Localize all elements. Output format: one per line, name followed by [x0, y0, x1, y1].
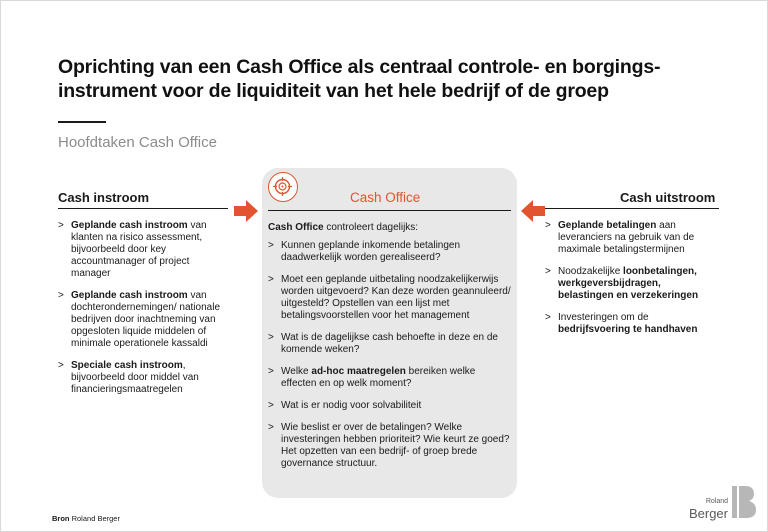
list-item: > Moet een geplande uitbetaling noodzakelijkerwijs worden uitgevoerd? Kan deze worden geannuleerd/ uitgesteld? Opstellen van een lijst met betalingsvoorstellen voor het management: [268, 274, 511, 321]
list-item: > Wie beslist er over de betalingen? Welke investeringen hebben prioriteit? Wie keurt ze goed? Het opzetten van een bedrijf- of groep brede governance structuur.: [268, 422, 510, 469]
right-heading-rule: [545, 208, 719, 209]
list-item: > Speciale cash instroom, bijvoorbeeld door middel van financieringsmaatregelen: [58, 360, 199, 395]
slide-title: Oprichting van een Cash Office als centraal controle- en borgings-instrument voor de liquiditeit van het hele bedrijf of de groep: [58, 56, 661, 102]
inflow-arrow-icon: [234, 200, 258, 222]
cash-uitstroom-list: [545, 220, 719, 346]
cash-uitstroom-heading: Cash uitstroom: [620, 190, 716, 205]
source-note: Bron Roland Berger: [52, 514, 120, 523]
cash-instroom-list: [58, 220, 228, 406]
center-heading-rule: [268, 210, 511, 211]
list-item: > Geplande cash instroom van dochterondernemingen/ nationale bedrijven door inachtneming van opgesloten liquide middelen of minimale operationele kassaldi: [58, 290, 220, 349]
list-item: > Noodzakelijke loonbetalingen, werkgeversbijdragen, belastingen en verzekeringen: [545, 266, 699, 301]
roland-berger-logo: Roland Berger: [688, 498, 728, 521]
list-item: > Wat is er nodig voor solvabiliteit: [268, 400, 422, 411]
list-item: > Geplande cash instroom van klanten na risico assessment, bijvoorbeeld door key accountmanager of project manager: [58, 220, 207, 279]
cash-office-target-icon: [268, 172, 298, 202]
title-underline: [58, 121, 106, 123]
cash-office-heading: Cash Office: [350, 190, 421, 205]
list-item: > Kunnen geplande inkomende betalingen daadwerkelijk worden gerealiseerd?: [268, 240, 461, 263]
outflow-arrow-icon: [521, 200, 545, 222]
cash-instroom-heading: Cash instroom: [58, 190, 150, 205]
list-item: > Wat is de dagelijkse cash behoefte in deze en de komende weken?: [268, 332, 498, 355]
list-item: > Welke ad-hoc maatregelen bereiken welke effecten en op welk moment?: [268, 366, 476, 389]
list-item: > Investeringen om de bedrijfsvoering te handhaven: [545, 312, 698, 335]
cash-office-list: [268, 240, 511, 480]
list-item: > Geplande betalingen aan leveranciers na gebruik van de maximale betalingstermijnen: [545, 220, 695, 255]
slide-subtitle: Hoofdtaken Cash Office: [58, 134, 217, 151]
cash-office-intro: Cash Office controleert dagelijks:: [268, 222, 419, 233]
roland-berger-b-icon: [730, 484, 758, 520]
left-heading-rule: [58, 208, 228, 209]
